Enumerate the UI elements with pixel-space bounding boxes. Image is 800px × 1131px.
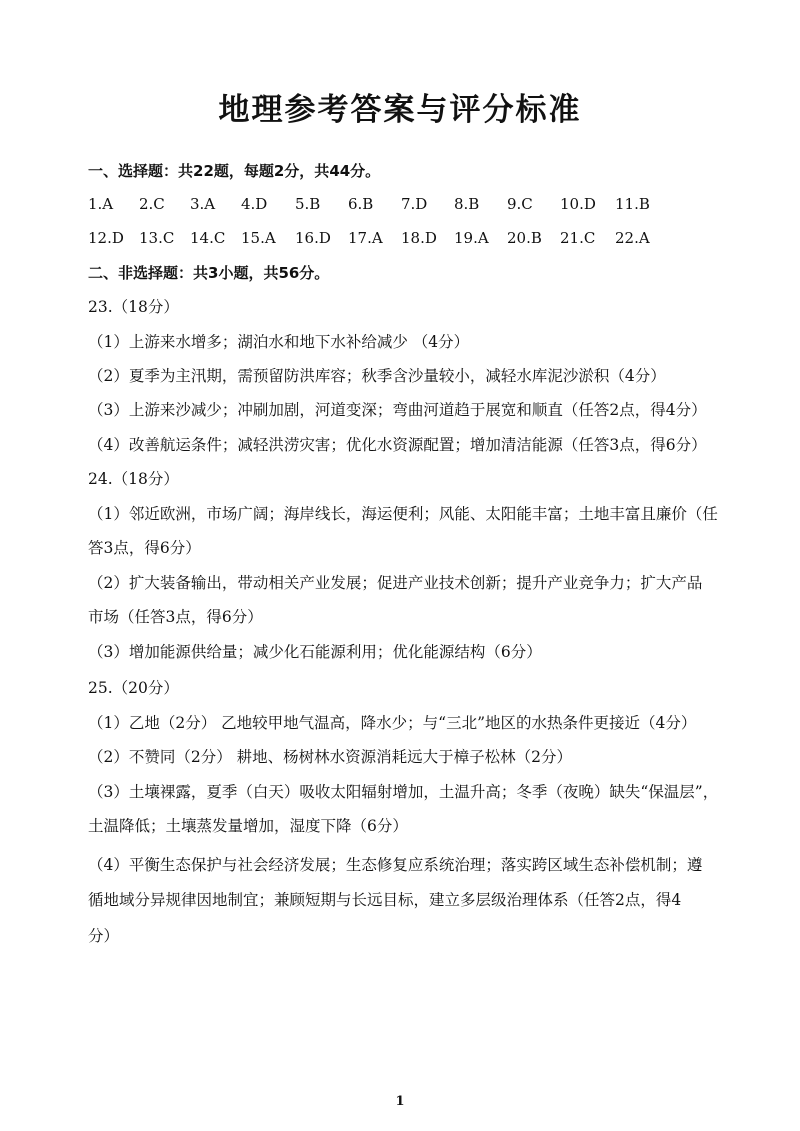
q24-header: 24.（18分）: [88, 470, 179, 488]
answer-item: 4.D: [241, 195, 268, 213]
q25-answer-2: （2）不赞同（2分） 耕地、杨树林水资源消耗远大于樟子松林（2分）: [88, 748, 573, 766]
answer-item: 3.A: [190, 195, 216, 213]
q25-answer-4-line-1: （4）平衡生态保护与社会经济发展；生态修复应系统治理；落实跨区域生态补偿机制；遵: [88, 856, 703, 874]
answer-item: 10.D: [560, 195, 596, 213]
answer-item: 20.B: [507, 229, 542, 247]
section2-heading: 二、非选择题：共3小题，共56分。: [88, 264, 330, 282]
answer-item: 7.D: [401, 195, 428, 213]
q23-answer-4: （4）改善航运条件；减轻洪涝灾害；优化水资源配置；增加清洁能源（任答3点，得6分）: [88, 436, 707, 454]
q23-header: 23.（18分）: [88, 298, 179, 316]
answer-item: 9.C: [507, 195, 533, 213]
q25-answer-4-line-2: 循地域分异规律因地制宜；兼顾短期与长远目标，建立多层级治理体系（任答2点，得4: [88, 891, 682, 909]
q25-header: 25.（20分）: [88, 679, 179, 697]
answer-item: 2.C: [139, 195, 165, 213]
q24-answer-1-line-2: 答3点，得6分）: [88, 539, 201, 557]
answers-row-2: [88, 227, 728, 249]
q24-answer-1-line-1: （1）邻近欧洲，市场广阔；海岸线长，海运便利；风能、太阳能丰富；土地丰富且廉价（任: [88, 505, 718, 523]
answer-item: 12.D: [88, 229, 124, 247]
section1-heading: 一、选择题：共22题，每题2分，共44分。: [88, 162, 381, 180]
answers-row-1: [88, 193, 728, 215]
q24-answer-2-line-1: （2）扩大装备输出，带动相关产业发展；促进产业技术创新；提升产业竞争力；扩大产品: [88, 574, 703, 592]
q25-answer-3-line-1: （3）土壤裸露，夏季（白天）吸收太阳辐射增加，土温升高；冬季（夜晚）缺失“保温层”，: [88, 783, 719, 801]
q23-answer-3: （3）上游来沙减少；冲刷加剧，河道变深；弯曲河道趋于展宽和顺直（任答2点，得4分）: [88, 401, 707, 419]
q25-answer-1: （1）乙地（2分） 乙地较甲地气温高，降水少；与“三北”地区的水热条件更接近（4分）: [88, 714, 697, 732]
q23-answer-2: （2）夏季为主汛期，需预留防洪库容；秋季含沙量较小，减轻水库泥沙淤积（4分）: [88, 367, 666, 385]
answer-item: 16.D: [295, 229, 331, 247]
answer-item: 19.A: [454, 229, 489, 247]
answer-item: 8.B: [454, 195, 480, 213]
answer-item: 18.D: [401, 229, 437, 247]
answer-item: 22.A: [615, 229, 650, 247]
answer-item: 21.C: [560, 229, 596, 247]
answer-item: 17.A: [348, 229, 383, 247]
answer-item: 5.B: [295, 195, 321, 213]
page-title: 地理参考答案与评分标准: [218, 92, 582, 128]
answer-item: 15.A: [241, 229, 276, 247]
answer-item: 6.B: [348, 195, 374, 213]
page-number: 1: [395, 1094, 405, 1109]
answer-item: 1.A: [88, 195, 114, 213]
q24-answer-3: （3）增加能源供给量；减少化石能源利用；优化能源结构（6分）: [88, 643, 542, 661]
q25-answer-4-line-3: 分）: [88, 927, 120, 945]
answer-item: 11.B: [615, 195, 650, 213]
q25-answer-3-line-2: 土温降低；土壤蒸发量增加，湿度下降（6分）: [88, 817, 408, 835]
answer-item: 13.C: [139, 229, 175, 247]
q24-answer-2-line-2: 市场（任答3点，得6分）: [88, 608, 263, 626]
q23-answer-1: （1）上游来水增多；湖泊水和地下水补给减少 （4分）: [88, 333, 470, 351]
answer-item: 14.C: [190, 229, 226, 247]
